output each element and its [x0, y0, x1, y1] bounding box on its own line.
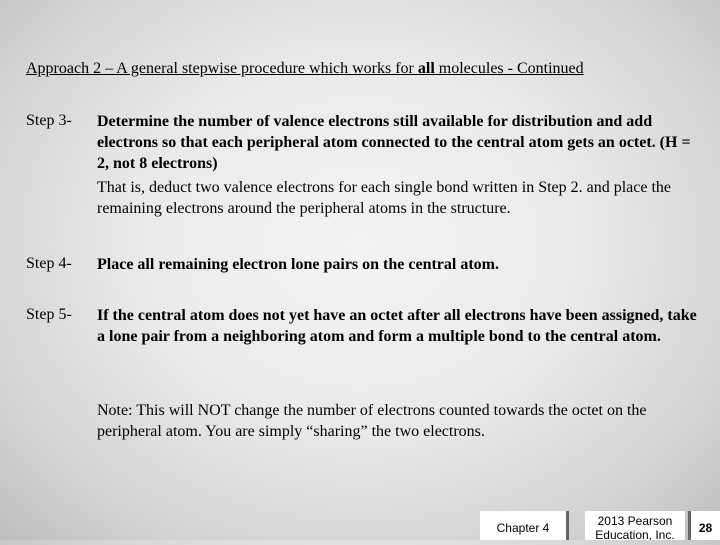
note-text: Note: This will NOT change the number of electrons counted towards the octet on the peripheral atom. You are simply “sharing” the two electrons. [97, 402, 647, 440]
step-3-regular-text: That is, deduct two valence electrons for each single bond written in Step 2. and place the remaining electrons around the peripheral atoms in the structure. [97, 179, 672, 217]
step-4-text: Place all remaining electron lone pairs on the central atom. [97, 256, 500, 273]
step-4-label: Step 4- [26, 255, 72, 272]
footer-copyright: 2013 Pearson Education, Inc. [585, 511, 685, 540]
slide-heading [26, 59, 584, 79]
footer-chapter: Chapter 4 [480, 511, 569, 540]
heading-prefix: Approach 2 – A general stepwise procedure which works for [26, 60, 418, 77]
heading-suffix: molecules - Continued [434, 60, 584, 77]
heading-emphasis: all [417, 60, 435, 77]
step-3-bold-text: Determine the number of valence electrons still available for distribution and add electrons so that each peripheral atom connected to the central atom gets an octet. (H = 2, not 8 electrons) [97, 113, 691, 172]
footer-page-number: 28 [688, 511, 720, 540]
step-3-label: Step 3- [26, 112, 72, 129]
step-3-content [97, 111, 697, 219]
step-5-text: If the central atom does not yet have an octet after all electrons have been assigned, take a lone pair from a neighboring atom and form a multiple bond to the central atom. [97, 307, 697, 345]
step-5-label: Step 5- [26, 306, 72, 323]
